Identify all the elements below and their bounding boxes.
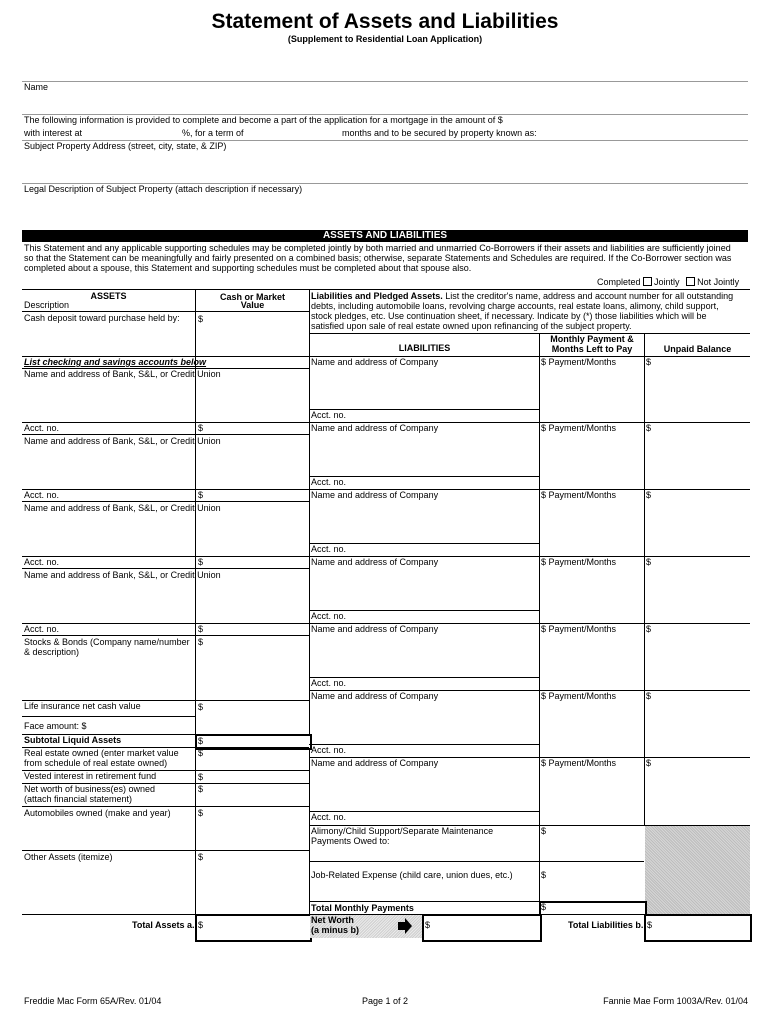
legal-description-label: Legal Description of Subject Property (attach description if necessary) — [24, 184, 303, 194]
footer-right: Fannie Mae Form 1003A/Rev. 01/04 — [603, 996, 748, 1006]
cash-market-header: Cash or Market — [219, 292, 286, 302]
months-secured-label: months and to be secured by property known as: — [342, 128, 537, 138]
company-label-6: Name and address of Company — [311, 691, 439, 701]
cash-deposit-label: Cash deposit toward purchase held by: — [24, 313, 180, 323]
footer-center: Page 1 of 2 — [361, 996, 409, 1006]
liability-acct-2: Acct. no. — [311, 477, 347, 487]
stocks-label-2: & description) — [24, 647, 80, 657]
page-subtitle: (Supplement to Residential Loan Application) — [287, 34, 483, 44]
section-banner: ASSETS AND LIABILITIES — [22, 230, 748, 242]
net-worth-label-2: (a minus b) — [311, 925, 360, 935]
divider — [309, 333, 750, 334]
liabilities-intro-text: List the creditor's name, address and account number for all outstanding — [442, 291, 734, 301]
bank-acct-label-1: Acct. no. — [24, 423, 60, 433]
payment-label-7: $ Payment/Months — [541, 758, 617, 768]
net-worth-field[interactable] — [422, 914, 542, 942]
bank-name-label-2: Name and address of Bank, S&L, or Credit Union — [24, 436, 221, 446]
life-insurance-label: Life insurance net cash value — [24, 701, 141, 711]
company-label-5: Name and address of Company — [311, 624, 439, 634]
unpaid-col-header: Unpaid Balance — [663, 344, 732, 354]
divider — [22, 422, 309, 423]
completed-options — [597, 277, 739, 288]
net-worth-label-1: Net Worth — [311, 915, 354, 925]
unpaid-dollar-7: $ — [646, 758, 652, 768]
divider — [22, 556, 309, 557]
net-worth-business-label-1: Net worth of business(es) owned — [24, 784, 156, 794]
subtotal-liquid-label: Subtotal Liquid Assets — [24, 735, 122, 745]
jointly-label: Jointly — [654, 277, 680, 287]
liability-acct-4: Acct. no. — [311, 611, 347, 621]
payment-label-1: $ Payment/Months — [541, 357, 617, 367]
shaded-area — [645, 826, 750, 914]
bank-dollar-2: $ — [198, 490, 204, 500]
statement-paragraph-3: completed about a spouse, this Statement and supporting schedules must be completed about that spouse also. — [24, 263, 472, 273]
list-checking-label: List checking and savings accounts below — [24, 357, 207, 367]
total-liabilities-dollar: $ — [647, 920, 653, 930]
jointly-checkbox[interactable] — [643, 277, 652, 286]
payment-label-2: $ Payment/Months — [541, 423, 617, 433]
bank-name-label-1: Name and address of Bank, S&L, or Credit Union — [24, 369, 221, 379]
assets-value-column-line — [195, 289, 196, 939]
payment-label-3: $ Payment/Months — [541, 490, 617, 500]
total-assets-field[interactable] — [195, 914, 312, 942]
stocks-dollar: $ — [198, 637, 204, 647]
liability-acct-7: Acct. no. — [311, 812, 347, 822]
payment-label-6: $ Payment/Months — [541, 691, 617, 701]
unpaid-dollar-5: $ — [646, 624, 652, 634]
divider — [22, 635, 309, 636]
unpaid-column-line — [644, 334, 645, 826]
total-monthly-label: Total Monthly Payments — [311, 903, 414, 913]
total-liabilities-field[interactable] — [644, 914, 752, 942]
monthly-col-header-2: Months Left to Pay — [551, 344, 633, 354]
bank-acct-label-3: Acct. no. — [24, 557, 60, 567]
monthly-column-line — [539, 334, 540, 939]
alimony-label-2: Payments Owed to: — [311, 836, 390, 846]
footer-left: Freddie Mac Form 65A/Rev. 01/04 — [24, 996, 162, 1006]
bank-acct-label-4: Acct. no. — [24, 624, 60, 634]
unpaid-dollar-2: $ — [646, 423, 652, 433]
job-expense-dollar: $ — [541, 870, 547, 880]
not-jointly-label: Not Jointly — [697, 277, 740, 287]
liabilities-intro-2: debts, including automobile loans, revolving charge accounts, real estate loans, alimony, child support, — [311, 301, 719, 311]
bank-dollar-3: $ — [198, 557, 204, 567]
liability-acct-6: Acct. no. — [311, 745, 347, 755]
assets-liabilities-divider — [309, 289, 310, 939]
bank-dollar-1: $ — [198, 423, 204, 433]
assets-header: ASSETS — [90, 291, 127, 301]
net-worth-dollar: $ — [425, 920, 431, 930]
total-assets-label: Total Assets a. — [132, 920, 195, 930]
bank-acct-label-2: Acct. no. — [24, 490, 60, 500]
bank-name-label-4: Name and address of Bank, S&L, or Credit Union — [24, 570, 221, 580]
payment-label-4: $ Payment/Months — [541, 557, 617, 567]
real-estate-label-1: Real estate owned (enter market value — [24, 748, 179, 758]
divider — [22, 850, 309, 851]
total-liabilities-label: Total Liabilities b. — [568, 920, 644, 930]
interest-label: with interest at — [24, 128, 83, 138]
liability-acct-5: Acct. no. — [311, 678, 347, 688]
company-label-4: Name and address of Company — [311, 557, 439, 567]
divider — [22, 501, 309, 502]
divider — [22, 623, 309, 624]
name-label: Name — [24, 82, 49, 92]
company-label-3: Name and address of Company — [311, 490, 439, 500]
company-label-7: Name and address of Company — [311, 758, 439, 768]
liabilities-col-header: LIABILITIES — [398, 343, 451, 353]
divider — [22, 434, 309, 435]
other-assets-dollar: $ — [198, 852, 204, 862]
liabilities-intro-3: stock pledges, etc. Use continuation sheet, if necessary. Indicate by (*) those liabilities which will be — [311, 311, 707, 321]
monthly-col-header-1: Monthly Payment & — [550, 334, 634, 344]
unpaid-dollar-1: $ — [646, 357, 652, 367]
liability-acct-3: Acct. no. — [311, 544, 347, 554]
statement-paragraph-2: so that the Statement can be meaningfully and fairly presented on a combined basis; otherwise, separate Statements and Schedules are required. If the Co-Borrower section was — [24, 253, 732, 263]
name-line — [22, 81, 748, 82]
bank-name-label-3: Name and address of Bank, S&L, or Credit Union — [24, 503, 221, 513]
statement-paragraph-1: This Statement and any applicable supporting schedules may be completed jointly by both married and unmarried Co-Borrowers if their assets and liabilities are sufficiently joined — [24, 243, 731, 253]
real-estate-dollar: $ — [198, 748, 204, 758]
mortgage-amount-label: The following information is provided to complete and become a part of the application for a mortgage in the amount of $ — [24, 115, 503, 125]
face-amount-label: Face amount: $ — [24, 721, 87, 731]
not-jointly-checkbox[interactable] — [686, 277, 695, 286]
table-top-border — [22, 289, 750, 290]
alimony-label-1: Alimony/Child Support/Separate Maintenance — [311, 826, 494, 836]
stocks-label-1: Stocks & Bonds (Company name/number — [24, 637, 190, 647]
vested-label: Vested interest in retirement fund — [24, 771, 157, 781]
divider — [22, 489, 309, 490]
total-assets-dollar: $ — [198, 920, 204, 930]
unpaid-dollar-6: $ — [646, 691, 652, 701]
description-header: Description — [24, 300, 70, 310]
completed-label: Completed — [597, 277, 641, 287]
divider — [22, 716, 195, 717]
company-label-1: Name and address of Company — [311, 357, 439, 367]
arrow-right-icon — [398, 918, 412, 934]
divider — [22, 311, 309, 312]
unpaid-dollar-3: $ — [646, 490, 652, 500]
job-expense-label: Job-Related Expense (child care, union dues, etc.) — [311, 870, 513, 880]
cash-deposit-dollar: $ — [198, 314, 204, 324]
liability-acct-1: Acct. no. — [311, 410, 347, 420]
liabilities-intro-bold: Liabilities and Pledged Assets. — [311, 291, 443, 301]
unpaid-dollar-4: $ — [646, 557, 652, 567]
divider — [22, 806, 309, 807]
page-title: Statement of Assets and Liabilities — [211, 10, 559, 33]
value-header: Value — [240, 300, 265, 310]
other-assets-label: Other Assets (itemize) — [24, 852, 113, 862]
percent-term-label: %, for a term of — [182, 128, 244, 138]
divider — [309, 861, 644, 862]
automobiles-label: Automobiles owned (make and year) — [24, 808, 171, 818]
vested-dollar: $ — [198, 772, 204, 782]
payment-label-5: $ Payment/Months — [541, 624, 617, 634]
alimony-dollar: $ — [541, 826, 547, 836]
total-monthly-dollar: $ — [541, 902, 547, 912]
automobiles-dollar: $ — [198, 808, 204, 818]
real-estate-label-2: from schedule of real estate owned) — [24, 758, 168, 768]
bank-dollar-4: $ — [198, 624, 204, 634]
subtotal-dollar: $ — [198, 736, 204, 746]
liabilities-intro-4: satisfied upon sale of real estate owned upon refinancing of the subject property. — [311, 321, 632, 331]
company-label-2: Name and address of Company — [311, 423, 439, 433]
total-monthly-field[interactable] — [539, 901, 647, 914]
subject-address-label: Subject Property Address (street, city, state, & ZIP) — [24, 141, 227, 151]
net-worth-business-label-2: (attach financial statement) — [24, 794, 133, 804]
net-worth-business-dollar: $ — [198, 784, 204, 794]
divider — [22, 568, 309, 569]
life-insurance-dollar: $ — [198, 702, 204, 712]
